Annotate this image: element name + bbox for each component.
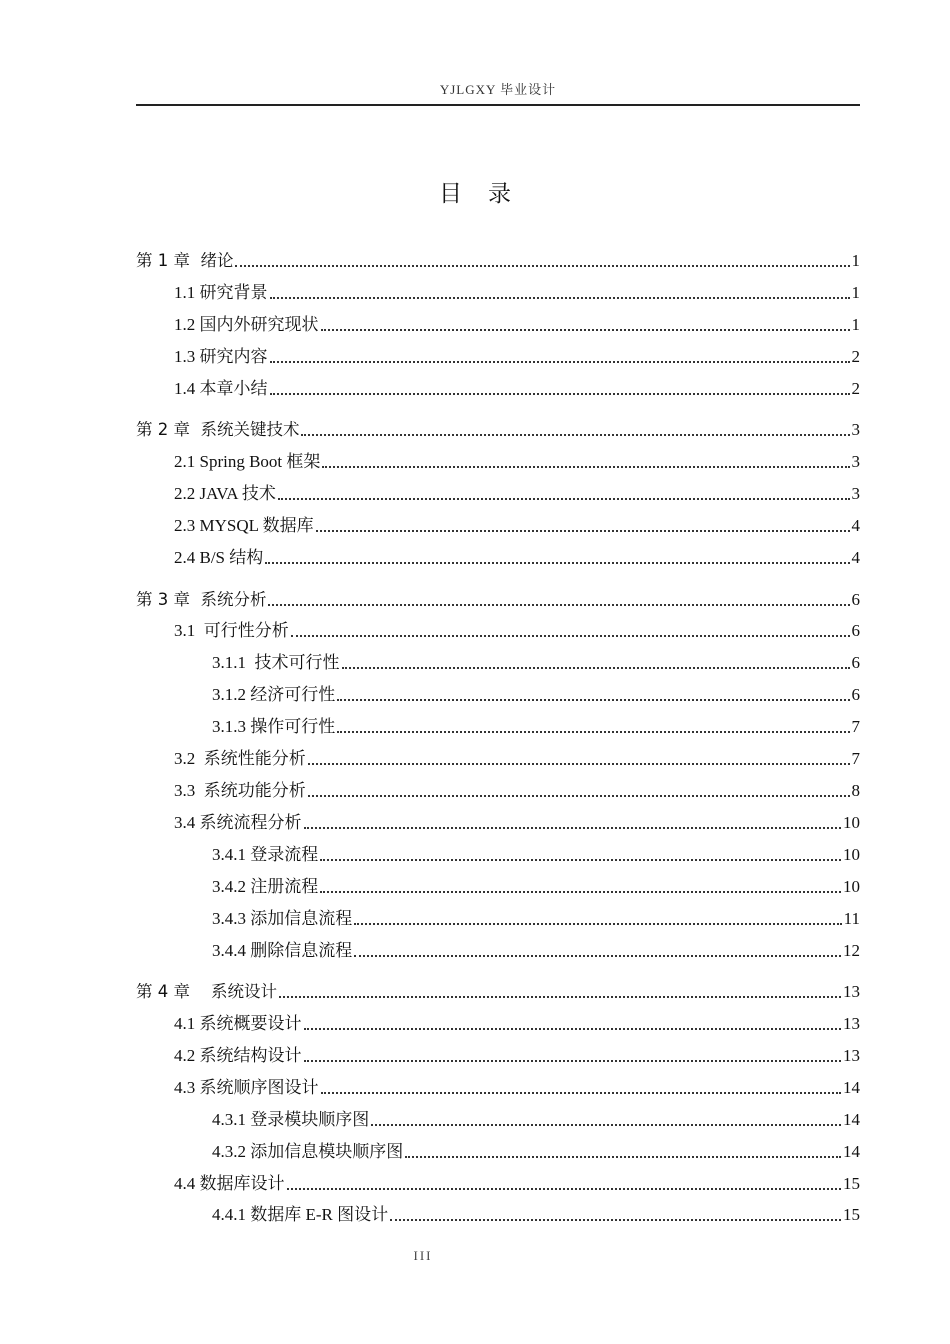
toc-entry-label: 4.1 系统概要设计 <box>174 1014 302 1033</box>
page-number-footer <box>0 1248 846 1264</box>
toc-entry-page: 6 <box>851 590 860 609</box>
leader-dots <box>279 996 841 998</box>
leader-dots <box>270 393 850 395</box>
toc-entry-2-3[interactable] <box>174 507 860 537</box>
leader-dots <box>304 1060 842 1062</box>
toc-entry-page: 1 <box>851 315 860 334</box>
toc-entry-3-4-1[interactable] <box>212 836 860 866</box>
toc-title-char-1: 目 <box>439 181 462 207</box>
toc-entry-label: 4.4.1 数据库 E-R 图设计 <box>212 1205 389 1224</box>
toc-entry-label: 2.4 B/S 结构 <box>174 548 264 567</box>
toc-entry-3-4-4[interactable] <box>212 932 860 962</box>
toc-entry-label: 3.4.4 删除信息流程 <box>212 941 353 960</box>
toc-entry-label: 3.1 可行性分析 <box>174 621 289 640</box>
toc-entry-page: 14 <box>843 1110 860 1129</box>
leader-dots <box>304 1028 842 1030</box>
toc-entry-page: 1 <box>851 283 860 302</box>
toc-entry-page: 8 <box>851 781 860 800</box>
toc-entry-3-4-2[interactable] <box>212 868 860 898</box>
toc-entry-4-1[interactable] <box>174 1005 860 1035</box>
toc-entry-1-4[interactable] <box>174 370 860 400</box>
leader-dots <box>308 795 850 797</box>
toc-entry-3-1-3[interactable] <box>212 708 860 738</box>
toc-entry-page: 14 <box>843 1078 860 1097</box>
toc-entry-2-1[interactable] <box>174 443 860 473</box>
toc-entry-4-3[interactable] <box>174 1069 860 1099</box>
toc-entry-page: 13 <box>843 982 860 1001</box>
toc-entry-label: 1.1 研究背景 <box>174 283 268 302</box>
toc-entry-4-2[interactable] <box>174 1037 860 1067</box>
toc-entry-label: 3.3 系统功能分析 <box>174 781 306 800</box>
toc-entry-page: 1 <box>851 251 860 270</box>
toc-entry-label: 3.4 系统流程分析 <box>174 813 302 832</box>
toc-entry-1-1[interactable] <box>174 274 860 304</box>
leader-dots <box>321 1092 842 1094</box>
leader-dots <box>268 604 849 606</box>
leader-dots <box>316 530 850 532</box>
toc-entry-page: 6 <box>851 653 860 672</box>
leader-dots <box>337 699 849 701</box>
toc-entry-2-4[interactable] <box>174 539 860 569</box>
toc-entry-label: 3.2 系统性能分析 <box>174 749 306 768</box>
toc-entry-4-4[interactable] <box>174 1165 860 1195</box>
leader-dots <box>265 562 849 564</box>
toc-entry-label: 4.4 数据库设计 <box>174 1174 285 1193</box>
toc-entry-4-3-1[interactable] <box>212 1101 860 1131</box>
toc-entry-label: 3.1.1 技术可行性 <box>212 653 340 672</box>
toc-entry-page: 15 <box>843 1205 860 1224</box>
toc-entry-page: 4 <box>851 516 860 535</box>
toc-entry-label: 2.2 JAVA 技术 <box>174 484 276 503</box>
toc-entry-3-1[interactable] <box>174 612 860 642</box>
toc-entry-label: 4.2 系统结构设计 <box>174 1046 302 1065</box>
leader-dots <box>354 923 841 925</box>
toc-entry-label: 第 4 章 系统设计 <box>136 982 277 1001</box>
toc-entry-4-4-1[interactable] <box>212 1196 860 1226</box>
toc-entry-3-1-1[interactable] <box>212 644 860 674</box>
leader-dots <box>270 361 850 363</box>
toc-entry-label: 2.3 MYSQL 数据库 <box>174 516 314 535</box>
toc-entry-page: 2 <box>851 379 860 398</box>
leader-dots <box>287 1188 842 1190</box>
leader-dots <box>371 1124 841 1126</box>
toc-entry-page: 3 <box>851 452 860 471</box>
toc-entry-label: 1.4 本章小结 <box>174 379 268 398</box>
toc-entry-page: 10 <box>843 845 860 864</box>
leader-dots <box>235 265 849 267</box>
toc-entry-4-3-2[interactable] <box>212 1133 860 1163</box>
toc-entry-page: 11 <box>843 909 860 928</box>
toc-entry-label: 第 3 章 系统分析 <box>136 590 267 609</box>
leader-dots <box>308 763 850 765</box>
toc-entry-page: 7 <box>851 717 860 736</box>
toc-entry-page: 6 <box>851 685 860 704</box>
page-header-text: YJLGXY 毕业设计 <box>439 82 557 97</box>
toc-entry-label: 4.3.2 添加信息模块顺序图 <box>212 1142 404 1161</box>
leader-dots <box>291 635 850 637</box>
toc-entry-chapter-4[interactable] <box>136 973 860 1003</box>
leader-dots <box>301 434 849 436</box>
leader-dots <box>322 466 849 468</box>
leader-dots <box>321 329 850 331</box>
toc-entry-3-4[interactable] <box>174 804 860 834</box>
toc-entry-label: 第 2 章 系统关键技术 <box>136 420 300 439</box>
toc-entry-label: 第 1 章 绪论 <box>136 251 234 270</box>
leader-dots <box>320 859 841 861</box>
toc-entry-1-2[interactable] <box>174 306 860 336</box>
toc-entry-page: 4 <box>851 548 860 567</box>
toc-entry-label: 3.1.2 经济可行性 <box>212 685 336 704</box>
toc-entry-2-2[interactable] <box>174 475 860 505</box>
toc-entry-page: 14 <box>843 1142 860 1161</box>
toc-entry-3-4-3[interactable] <box>212 900 860 930</box>
toc-entry-1-3[interactable] <box>174 338 860 368</box>
toc-entry-chapter-2[interactable] <box>136 411 860 441</box>
toc-entry-page: 6 <box>851 621 860 640</box>
toc-entry-page: 3 <box>851 484 860 503</box>
toc-entry-label: 3.4.3 添加信息流程 <box>212 909 353 928</box>
leader-dots <box>342 667 850 669</box>
toc-entry-page: 13 <box>843 1046 860 1065</box>
toc-entry-page: 10 <box>843 877 860 896</box>
page-number: III <box>413 1248 433 1263</box>
toc-entry-label: 2.1 Spring Boot 框架 <box>174 452 321 471</box>
leader-dots <box>278 498 850 500</box>
leader-dots <box>354 955 841 957</box>
toc-entry-page: 3 <box>851 420 860 439</box>
toc-entry-label: 4.3.1 登录模块顺序图 <box>212 1110 370 1129</box>
leader-dots <box>320 891 841 893</box>
toc-title <box>0 176 950 212</box>
leader-dots <box>390 1219 841 1221</box>
toc-entry-page: 15 <box>843 1174 860 1193</box>
toc-entry-3-3[interactable] <box>174 772 860 802</box>
leader-dots <box>304 827 842 829</box>
toc-entry-label: 3.1.3 操作可行性 <box>212 717 336 736</box>
leader-dots <box>337 731 849 733</box>
toc-entry-page: 12 <box>843 941 860 960</box>
toc-entry-3-2[interactable] <box>174 740 860 770</box>
toc-entry-page: 13 <box>843 1014 860 1033</box>
toc-entry-label: 1.3 研究内容 <box>174 347 268 366</box>
page-header <box>136 80 860 106</box>
toc-entry-page: 7 <box>851 749 860 768</box>
toc-entry-chapter-1[interactable] <box>136 242 860 272</box>
leader-dots <box>405 1156 841 1158</box>
toc-entry-page: 10 <box>843 813 860 832</box>
toc-title-char-2: 录 <box>488 181 511 207</box>
toc-entry-chapter-3[interactable] <box>136 581 860 611</box>
leader-dots <box>270 297 850 299</box>
toc-entry-label: 4.3 系统顺序图设计 <box>174 1078 319 1097</box>
toc-entry-3-1-2[interactable] <box>212 676 860 706</box>
toc-entry-label: 3.4.2 注册流程 <box>212 877 319 896</box>
toc-entry-label: 3.4.1 登录流程 <box>212 845 319 864</box>
toc-entry-label: 1.2 国内外研究现状 <box>174 315 319 334</box>
toc-entry-page: 2 <box>851 347 860 366</box>
